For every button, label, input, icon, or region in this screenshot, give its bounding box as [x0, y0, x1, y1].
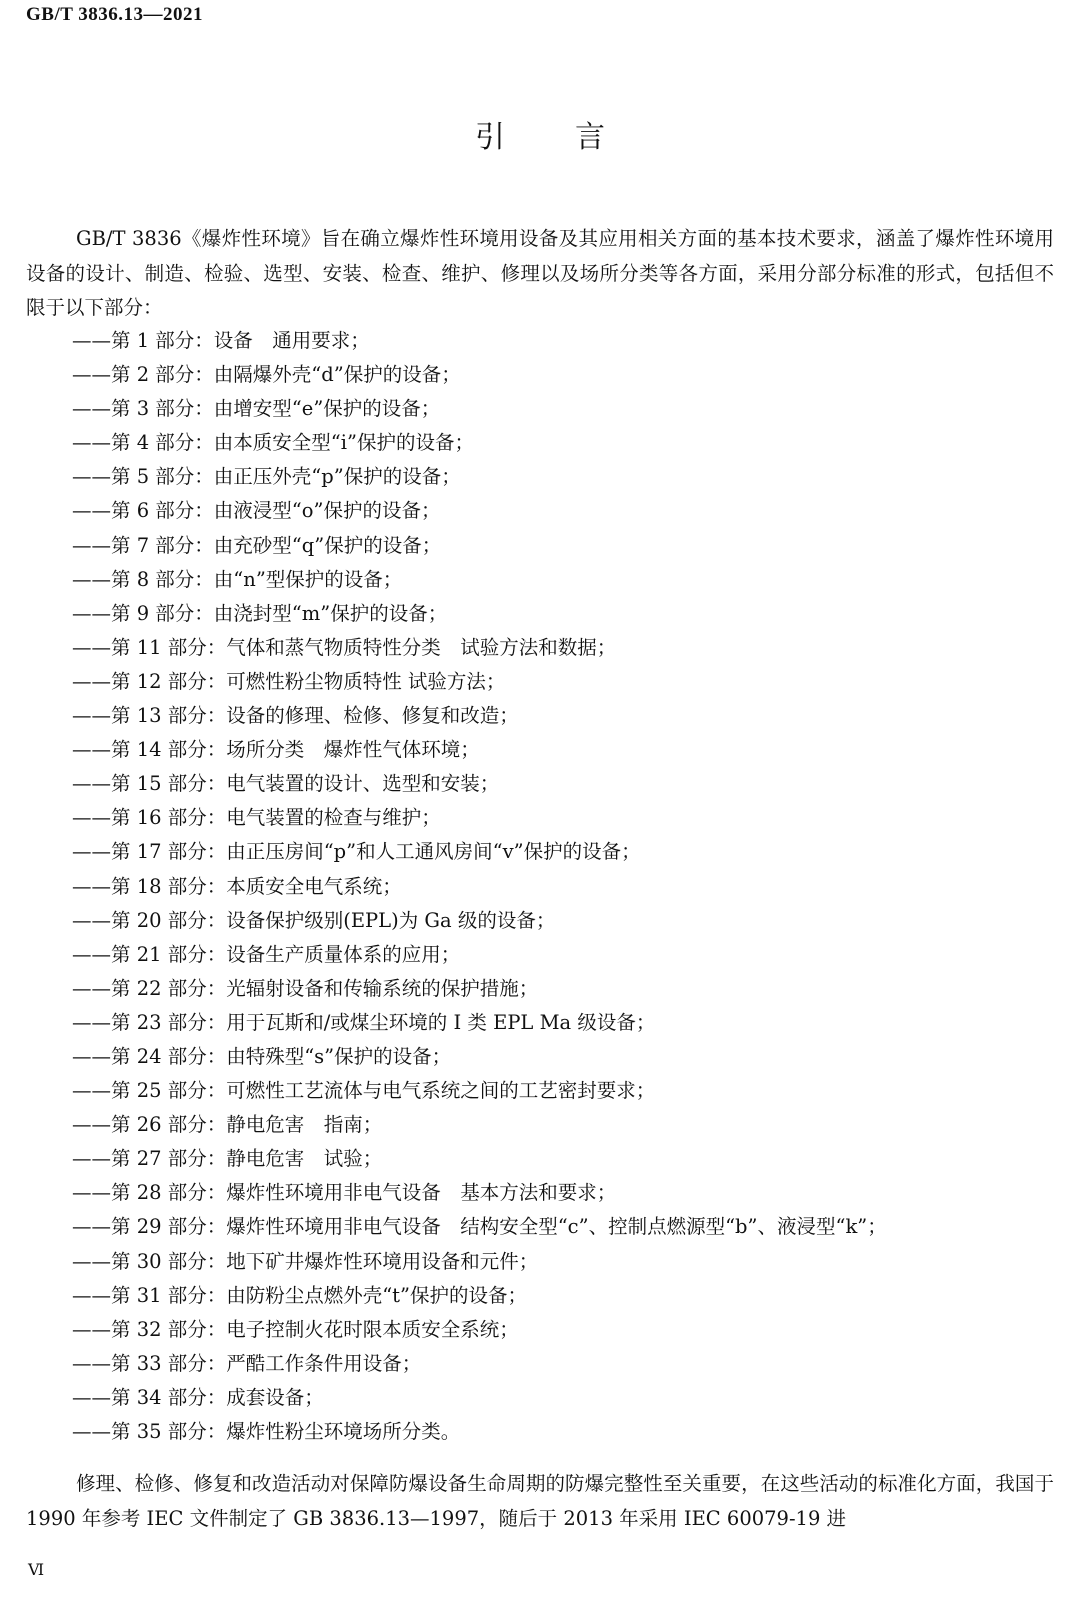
closing-paragraph: 修理、检修、修复和改造活动对保障防爆设备生命周期的防爆完整性至关重要，在这些活动的标准化方面，我国于 1990 年参考 IEC 文件制定了 GB 3836.13—1997，随后于 2013 年采用 IEC 60079-19 进	[26, 1472, 1054, 1530]
list-item: ——第 35 部分：爆炸性粉尘环境场所分类。	[72, 1420, 461, 1443]
list-item: ——第 32 部分：电子控制火花时限本质安全系统；	[72, 1317, 519, 1341]
list-item: ——第 30 部分：地下矿井爆炸性环境用设备和元件；	[72, 1249, 539, 1273]
standard-number-header: GB/T 3836.13—2021	[26, 4, 204, 25]
list-item: ——第 31 部分：由防粉尘点燃外壳“t”保护的设备；	[72, 1283, 527, 1307]
list-item: ——第 1 部分：设备 通用要求；	[72, 329, 370, 352]
list-item: ——第 28 部分：爆炸性环境用非电气设备 基本方法和要求；	[72, 1181, 617, 1205]
list-item: ——第 2 部分：由隔爆外壳“d”保护的设备；	[72, 363, 461, 387]
list-item: ——第 22 部分：光辐射设备和传输系统的保护措施；	[72, 976, 539, 1000]
list-item: ——第 20 部分：设备保护级别(EPL)为 Ga 级的设备；	[72, 908, 556, 932]
list-item: ——第 8 部分：由“n”型保护的设备；	[72, 567, 403, 591]
list-item: ——第 11 部分：气体和蒸气物质特性分类 试验方法和数据；	[72, 635, 617, 659]
list-item: ——第 24 部分：由特殊型“s”保护的设备；	[72, 1044, 452, 1068]
parts-list	[72, 324, 887, 1449]
list-item: ——第 9 部分：由浇封型“m”保护的设备；	[72, 601, 448, 625]
list-item: ——第 13 部分：设备的修理、检修、修复和改造；	[72, 704, 519, 728]
page-number: Ⅵ	[28, 1562, 45, 1579]
list-item: ——第 17 部分：由正压房间“p”和人工通风房间“v”保护的设备；	[72, 840, 641, 864]
list-item: ——第 34 部分：成套设备；	[72, 1385, 324, 1409]
list-item: ——第 18 部分：本质安全电气系统；	[72, 874, 402, 898]
list-item: ——第 23 部分：用于瓦斯和/或煤尘环境的 I 类 EPL Ma 级设备；	[72, 1010, 656, 1034]
list-item: ——第 14 部分：场所分类 爆炸性气体环境；	[72, 738, 480, 762]
list-item: ——第 6 部分：由液浸型“o”保护的设备；	[72, 499, 441, 523]
list-item: ——第 21 部分：设备生产质量体系的应用；	[72, 942, 461, 966]
list-item: ——第 15 部分：电气装置的设计、选型和安装；	[72, 772, 500, 796]
intro-paragraph: GB/T 3836《爆炸性环境》旨在确立爆炸性环境用设备及其应用相关方面的基本技术要求，涵盖了爆炸性环境用设备的设计、制造、检验、选型、安装、检查、维护、修理以及场所分类等各方面，采用分部分标准的形式，包括但不限于以下部分：	[26, 227, 1054, 320]
page-title: 引言	[475, 120, 675, 155]
list-item: ——第 33 部分：严酷工作条件用设备；	[72, 1351, 422, 1375]
list-item: ——第 25 部分：可燃性工艺流体与电气系统之间的工艺密封要求；	[72, 1079, 656, 1103]
list-item: ——第 16 部分：电气装置的检查与维护；	[72, 806, 441, 830]
list-item: ——第 26 部分：静电危害 指南；	[72, 1113, 383, 1137]
list-item: ——第 27 部分：静电危害 试验；	[72, 1147, 383, 1171]
list-item: ——第 4 部分：由本质安全型“i”保护的设备；	[72, 431, 474, 455]
list-item: ——第 12 部分：可燃性粉尘物质特性 试验方法；	[72, 669, 506, 693]
list-item: ——第 5 部分：由正压外壳“p”保护的设备；	[72, 465, 461, 489]
list-item: ——第 7 部分：由充砂型“q”保护的设备；	[72, 533, 442, 557]
list-item: ——第 29 部分：爆炸性环境用非电气设备 结构安全型“c”、控制点燃源型“b”、液浸型“k”；	[72, 1215, 887, 1239]
list-item: ——第 3 部分：由增安型“e”保护的设备；	[72, 397, 441, 421]
